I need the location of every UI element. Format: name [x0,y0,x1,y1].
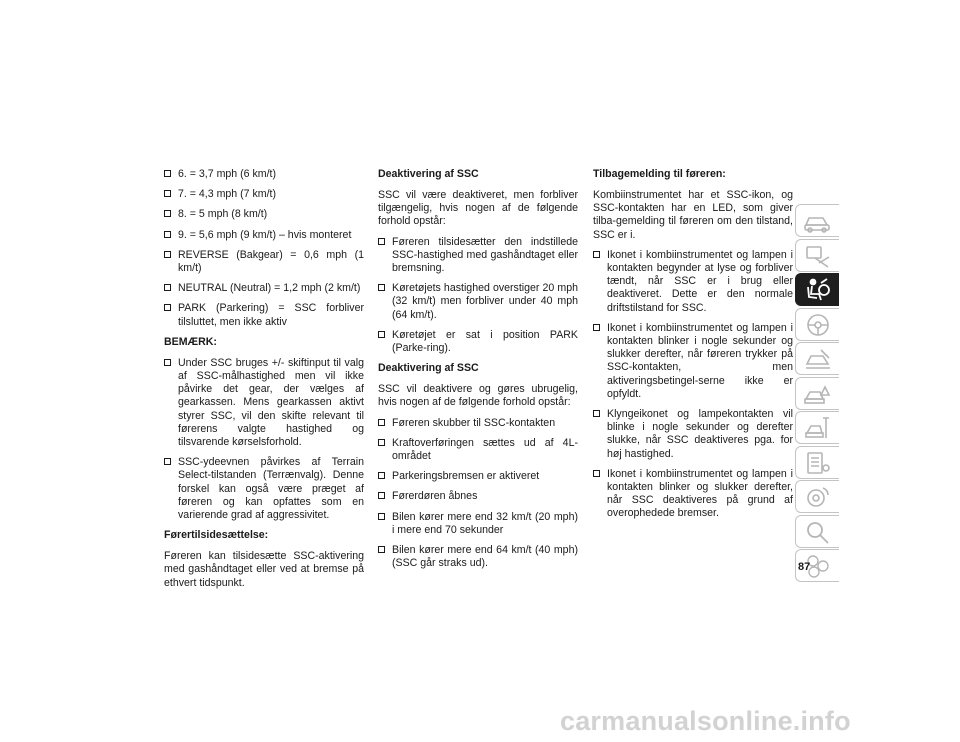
tab-multimedia[interactable] [795,480,839,513]
list-item: 6. = 3,7 mph (6 km/t) [164,168,364,181]
section-intro: SSC vil være deaktiveret, men forbliver tilgængelig, hvis nogen af de følgende forhold opstår: [378,189,578,228]
disable-list [378,417,578,571]
list-item: Ikonet i kombiinstrumentet og lampen i kontakten blinker og slukker derefter, når SSC deaktiveres på grund af overophedede bremser. [593,468,793,521]
list-item: 8. = 5 mph (8 km/t) [164,208,364,221]
page-number: 87 [798,561,811,573]
watermark-text: carmanualsonline.info [560,706,851,736]
list-item: Bilen kører mere end 64 km/t (40 mph) (SSC går straks ud). [378,544,578,570]
list-item: Køretøjets hastighed overstiger 20 mph (32 km/t) men forbliver under 40 mph (64 km/t). [378,282,578,322]
column-right [593,168,793,528]
list-item: 9. = 5,6 mph (9 km/t) – hvis monteret [164,229,364,242]
airbag-seat-icon [803,277,833,303]
list-item: Parkeringsbremsen er aktiveret [378,470,578,483]
list-item: Klyngeikonet og lampekontakten vil blinke i nogle sekunder og derefter slukke, når SSC deaktiveres pga. for høj hastighed. [593,408,793,461]
tab-emergency[interactable] [795,377,839,410]
list-item: Under SSC bruges +/- skiftinput til valg af SSC-målhastighed men vil ikke påvirke det gear, der vælges af gearkassen. Mens gearkassen aktivt styrer SSC, vil den skifte relevant til førerens valgte hastighed og tilsvarende kørselsforhold. [164,357,364,449]
car-info-icon [803,208,833,234]
note-heading: BEMÆRK: [164,335,217,348]
multimedia-icon [803,484,833,510]
steering-wheel-icon [803,312,833,338]
list-item: Køretøjet er sat i position PARK (Parke-ring). [378,329,578,355]
list-item: SSC-ydeevnen påvirkes af Terrain Select-tilstanden (Terrænvalg). Denne forskel kan også være præget af føreren og kan opfattes som en varierende grad af aggressivitet. [164,456,364,522]
list-item: Ikonet i kombiinstrumentet og lampen i kontakten blinker i nogle sekunder og slukker derefter, når føreren trykker på SSC-kontakten, men aktiveringsbetingel-serne ikke er opfyldt. [593,322,793,401]
tab-specifications[interactable] [795,446,839,479]
specifications-list-icon [803,450,833,476]
list-item: REVERSE (Bakgear) = 0,6 mph (1 km/t) [164,249,364,275]
list-item: NEUTRAL (Neutral) = 1,2 mph (2 km/t) [164,282,364,295]
list-item: Kraftoverføringen sættes ud af 4L-området [378,437,578,463]
note-list [164,357,364,522]
tab-starting-operating[interactable] [795,308,839,341]
override-heading: Førertilsidesættelse: [164,529,269,542]
list-item: Føreren skubber til SSC-kontakten [378,417,578,430]
service-tools-icon [803,415,833,441]
column-middle [378,168,578,577]
tab-instrument-panel[interactable] [795,239,839,272]
override-paragraph: Føreren kan tilsidesætte SSC-aktivering med gashåndtaget eller ved at bremse på ethvert tidspunkt. [164,550,364,589]
list-item: Føreren tilsidesætter den indstillede SSC-hastighed med gashåndtaget eller bremsning. [378,236,578,276]
list-item: Bilen kører mere end 32 km/t (20 mph) i mere end 70 sekunder [378,511,578,537]
tab-servicing[interactable] [795,411,839,444]
feedback-list [593,249,793,521]
chapter-tabs [795,204,841,584]
list-item: 7. = 4,3 mph (7 km/t) [164,188,364,201]
emergency-warning-icon [803,381,833,407]
deactivation-list [378,236,578,356]
list-item: Førerdøren åbnes [378,490,578,503]
column-left [164,168,364,597]
section-intro: SSC vil deaktivere og gøres ubrugelig, hvis nogen af de følgende forhold opstår: [378,383,578,409]
tab-index[interactable] [795,515,839,548]
section-intro: Kombiinstrumentet har et SSC-ikon, og SSC-kontakten har en LED, som giver tilba-gemelding til føreren om den tilstand, SSC er i. [593,189,793,241]
tab-getting-to-know[interactable] [795,204,839,237]
section-heading: Deaktivering af SSC [378,168,479,180]
dashboard-lights-icon [803,243,833,269]
index-magnifier-icon [803,519,833,545]
section-heading: Tilbagemelding til føreren: [593,168,726,180]
list-item: PARK (Parkering) = SSC forbliver tilsluttet, men ikke aktiv [164,302,364,328]
tab-in-case-of-emergency[interactable] [795,342,839,375]
list-item: Ikonet i kombiinstrumentet og lampen i kontakten begynder at lyse og forbliver tændt, når SSC er i brug eller deaktiveret. Dette er den normale driftstilstand for SSC. [593,249,793,315]
speed-list [164,168,364,329]
driving-car-icon [803,346,833,372]
tab-safety[interactable] [795,273,839,306]
section-heading: Deaktivering af SSC [378,362,479,375]
